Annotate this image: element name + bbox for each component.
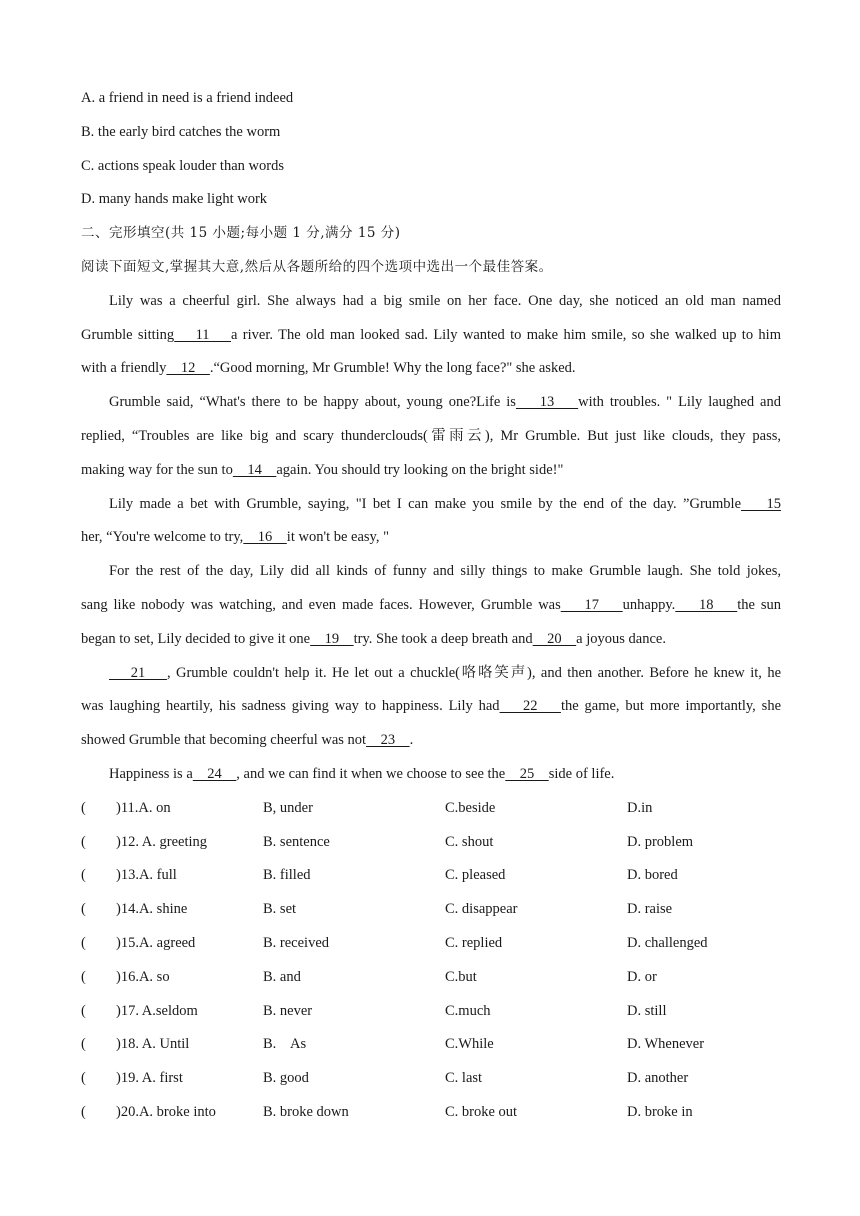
answer-paren: ( <box>81 1103 86 1120</box>
blank-11: 11 <box>174 326 231 343</box>
passage-text: the game, but more importantly, she <box>560 698 782 715</box>
blank-16: 16 <box>243 529 287 546</box>
question-row-19 <box>81 1062 781 1096</box>
option-c: C.much <box>445 1002 491 1019</box>
option-b: B. As <box>263 1036 307 1053</box>
option-c: C.While <box>445 1036 494 1053</box>
passage-paragraph-3 <box>81 488 781 556</box>
prev-option-c: C. actions speak louder than words <box>81 157 284 174</box>
option-d: D. or <box>627 968 657 985</box>
passage-line: For the rest of the day, Lily did all kinds of funny and silly things to make Grumble laugh. She told jokes, <box>109 563 781 580</box>
passage-text: , and we can find it when we choose to see the <box>236 765 506 782</box>
question-row-18 <box>81 1028 781 1062</box>
prev-option-d: D. many hands make light work <box>81 191 268 208</box>
option-c: C.but <box>445 968 477 985</box>
passage-line <box>81 454 781 488</box>
option-d: D. still <box>627 1002 667 1019</box>
passage-text: Grumble sitting <box>81 326 175 343</box>
option-c: C. broke out <box>445 1103 518 1120</box>
answer-paren: ( <box>81 799 86 816</box>
worksheet-page <box>81 82 781 1130</box>
question-row-14 <box>81 893 781 927</box>
blank-14: 14 <box>232 461 277 478</box>
prev-option-b: B. the early bird catches the worm <box>81 123 281 140</box>
passage-text: the sun <box>737 596 782 613</box>
passage-line <box>81 758 781 792</box>
option-b: B. and <box>263 968 301 985</box>
answer-paren: ( <box>81 901 86 918</box>
question-row-12 <box>81 826 781 860</box>
question-row-15 <box>81 927 781 961</box>
question-row-17 <box>81 995 781 1029</box>
prev-option-a: A. a friend in need is a friend indeed <box>81 90 294 106</box>
blank-20: 20 <box>532 630 577 647</box>
passage-text: Lily made a bet with Grumble, saying, "I bet I can make you smile by the end of the day. ”Grumble <box>109 495 742 512</box>
option-a: )13.A. full <box>116 867 177 884</box>
option-b: B. set <box>263 901 297 918</box>
option-a: )18. A. Until <box>116 1036 190 1053</box>
passage-text: it won't be easy, " <box>286 529 390 546</box>
passage-text: . <box>409 732 414 749</box>
option-d: D. bored <box>627 867 678 884</box>
blank-23: 23 <box>366 732 410 749</box>
blank-17: 17 <box>560 596 623 613</box>
passage-text: her, “You're welcome to try, <box>81 529 244 546</box>
passage-line <box>81 690 781 724</box>
option-a: )19. A. first <box>116 1070 183 1087</box>
passage-line <box>81 386 781 420</box>
passage-line: Lily was a cheerful girl. She always had a big smile on her face. One day, she noticed an old man named <box>109 292 781 309</box>
passage-text: try. She took a deep breath and <box>353 630 533 647</box>
option-d: D. raise <box>627 901 673 918</box>
option-c: C. disappear <box>445 901 518 918</box>
answer-paren: ( <box>81 934 86 951</box>
passage-paragraph-2 <box>81 386 781 487</box>
answer-paren: ( <box>81 1036 86 1053</box>
answer-paren: ( <box>81 1070 86 1087</box>
question-row-16 <box>81 961 781 995</box>
option-d: D. broke in <box>627 1103 693 1120</box>
option-c: C. pleased <box>445 867 506 884</box>
option-a: )14.A. shine <box>116 901 188 918</box>
option-d: D. challenged <box>627 934 708 951</box>
passage-text: showed Grumble that becoming cheerful was not <box>81 732 367 749</box>
blank-25: 25 <box>505 765 549 782</box>
option-b: B. broke down <box>263 1103 349 1120</box>
blank-22: 22 <box>499 698 561 715</box>
question-row-13 <box>81 859 781 893</box>
option-b: B. good <box>263 1070 309 1087</box>
option-b: B. received <box>263 934 330 951</box>
passage-line <box>81 319 781 353</box>
option-a: )20.A. broke into <box>116 1103 216 1120</box>
passage-paragraph-5 <box>81 657 781 758</box>
section-instruction: 阅读下面短文,掌握其大意,然后从各题所给的四个选项中选出一个最佳答案。 <box>81 258 553 275</box>
option-b: B. sentence <box>263 833 330 850</box>
passage-text: making way for the sun to <box>81 461 233 478</box>
passage-line: replied, “Troubles are like big and scary thunderclouds(雷雨云), Mr Grumble. But just like clouds, they pass, <box>81 427 781 444</box>
blank-24: 24 <box>192 765 237 782</box>
option-b: B. filled <box>263 867 311 884</box>
option-d: D. another <box>627 1070 689 1087</box>
option-c: C. replied <box>445 934 503 951</box>
passage-text: .“Good morning, Mr Grumble! Why the long face?" she asked. <box>209 360 576 377</box>
passage-line <box>81 488 781 522</box>
passage-text: unhappy. <box>622 596 676 613</box>
option-c: C.beside <box>445 799 496 816</box>
passage-paragraph-1 <box>81 285 781 386</box>
question-row-11 <box>81 792 781 826</box>
passage-text: a river. The old man looked sad. Lily wanted to make him smile, so she walked up to him <box>231 326 781 343</box>
passage-text: with troubles. " Lily laughed and <box>578 394 781 411</box>
passage-line <box>81 623 781 657</box>
section-title: 二、完形填空(共 15 小题;每小题 1 分,满分 15 分) <box>81 225 401 242</box>
passage-text: was laughing heartily, his sadness giving way to happiness. Lily had <box>81 698 500 715</box>
blank-13: 13 <box>515 394 579 411</box>
option-b: B. never <box>263 1002 313 1019</box>
option-c: C. last <box>445 1070 483 1087</box>
option-a: )12. A. greeting <box>116 833 208 850</box>
passage-text: Grumble said, “What's there to be happy about, young one?Life is <box>109 394 516 411</box>
blank-18: 18 <box>675 596 738 613</box>
passage-text: side of life. <box>548 765 615 782</box>
option-d: D. problem <box>627 833 694 850</box>
passage-text: Happiness is a <box>109 765 193 782</box>
blank-15: 15 <box>741 495 782 512</box>
passage-text: , Grumble couldn't help it. He let out a chuckle(咯咯笑声), and then another. Before he knew it, he <box>166 664 781 681</box>
passage-line <box>81 352 781 386</box>
passage-text: sang like nobody was watching, and even made faces. However, Grumble was <box>81 596 561 613</box>
blank-21: 21 <box>109 664 167 681</box>
option-d: D.in <box>627 799 653 816</box>
passage-paragraph-6 <box>81 758 781 792</box>
passage-line <box>81 657 781 691</box>
question-row-20 <box>81 1096 781 1130</box>
passage-text: began to set, Lily decided to give it one <box>81 630 311 647</box>
passage-text: with a friendly <box>81 360 167 377</box>
question-list <box>81 792 781 1130</box>
blank-19: 19 <box>310 630 354 647</box>
passage-line <box>81 521 781 555</box>
passage-line <box>81 589 781 623</box>
answer-paren: ( <box>81 867 86 884</box>
option-d: D. Whenever <box>627 1036 705 1053</box>
passage-text: again. You should try looking on the bright side!" <box>276 461 564 478</box>
answer-paren: ( <box>81 833 86 850</box>
option-c: C. shout <box>445 833 494 850</box>
passage-line <box>81 724 781 758</box>
answer-paren: ( <box>81 1002 86 1019</box>
passage-text: a joyous dance. <box>576 630 666 647</box>
option-a: )16.A. so <box>116 968 170 985</box>
passage-paragraph-4 <box>81 555 781 656</box>
option-a: )15.A. agreed <box>116 934 196 951</box>
answer-paren: ( <box>81 968 86 985</box>
option-a: )17. A.seldom <box>116 1002 198 1019</box>
blank-12: 12 <box>166 360 210 377</box>
option-b: B, under <box>263 799 313 816</box>
option-a: )11.A. on <box>116 799 171 816</box>
